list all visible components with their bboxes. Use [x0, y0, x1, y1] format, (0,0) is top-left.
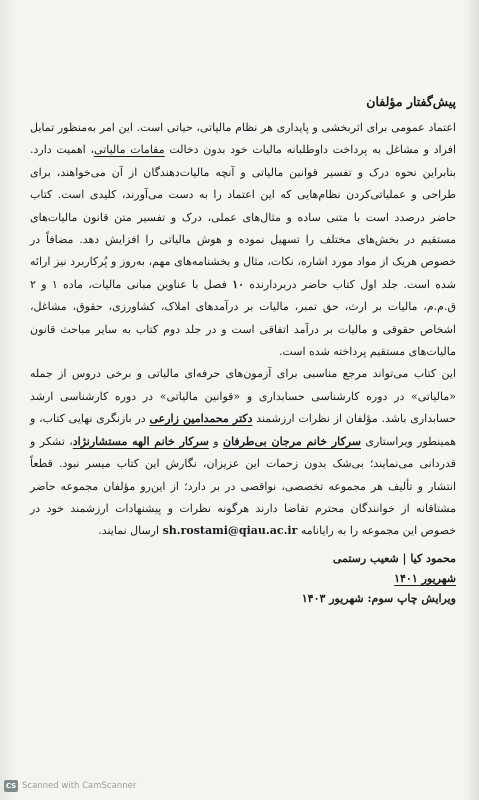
preface-content: [30, 94, 456, 609]
watermark-text: Scanned with CamScanner: [22, 781, 137, 791]
p2-text-b: در بازنگری نهایی کتاب، و همینطور ویراستاری: [30, 412, 456, 448]
p2-text-a: این کتاب می‌تواند مرجع مناسبی برای آزمون‌های حرفه‌ای مالیاتی و برخی دروس از جمله «مالیاتی» در دوره کارشناسی حسابداری و «قوانین مالیاتی» در دوره کارشناسی ارشد حسابداری باشد. مؤلفان از نظرات ارزشمند: [30, 367, 456, 426]
third-edition-date: ویرایش چاپ سوم: شهریور ۱۴۰۳: [301, 591, 456, 605]
contact-email: sh.rostami@qiau.ac.ir: [162, 524, 298, 538]
preface-heading: پیش‌گفتار مؤلفان: [366, 94, 456, 109]
p1-underlined-phrase: مقامات مالیاتی: [94, 143, 165, 157]
editor-name-1: سرکار خانم مرجان بی‌طرفان: [223, 434, 361, 448]
p1-text-b: ، اهمیت دارد. بنابراین نحوه درک و تفسیر قوانین مالیاتی و آنچه مالیات‌دهندگان از آن می‌خواهند، برای طراحی و عملیاتی‌کردن نظام‌هایی که این اعتماد را به دست می‌آورند، کلیدی است. کتاب حاضر درصدد است با متنی ساده و مثال‌های عملی، درک و تفسیر متن قانون مالیات‌های مستقیم در بخش‌های مختلف را تسهیل نموده و هوش مالیاتی را افزایش دهد. مضافاً در خصوص هریک از مواد مورد اشاره، نکات، مثال و بخشنامه‌های مهم، به‌روز و پُرکاربرد نیز ارائه شده است. جلد اول کتاب حاضر دربردارنده: [30, 143, 456, 291]
signature-block: [30, 549, 456, 609]
reviewer-name: دکتر محمدامین زارعی: [149, 412, 253, 426]
p2-text-d: ارسال نمایند.: [98, 524, 163, 538]
paragraph-2: [30, 363, 456, 542]
camscanner-watermark: [4, 778, 136, 794]
p1-text-c: فصل با عناوین مبانی مالیات، ماده ۱ و ۲ ق.م.م، مالیات بر ارث، حق تمبر، مالیات بر درآمدهای املاک، کشاورزی، حقوق، مشاغل، اشخاص حقوقی و مالیات بر درآمد اتفاقی است و در جلد دوم کتاب به سایر مباحث قانون مالیات‌های مستقیم پرداخته شده است.: [30, 277, 456, 359]
p2-conjunction: و: [208, 434, 223, 448]
p2-text-c: ، تشکر و قدردانی می‌نمایند؛ بی‌شک بدون زحمات این عزیزان، نگارش این کتاب میسر نبود. قطعاً انتشار و تألیف هر مجموعه تخصصی، نواقصی در بر دارد؛ از این‌رو مؤلفان مجموعه حاضر مشتاقانه از خوانندگان محترم تقاضا دارند هرگونه نظرات و پیشنهادات ارزشمند خود در خصوص این مجموعه را به رایانامه: [30, 434, 456, 538]
camscanner-logo-icon: CS: [5, 782, 17, 790]
p1-chapter-count: ۱۰: [232, 277, 245, 291]
p1-text-a: اعتماد عمومی برای اثربخشی و پایداری هر نظام مالیاتی، حیاتی است. این امر به‌منظور تمایل افراد و مشاغل به پرداخت داوطلبانه مالیات خود بدون دخالت: [30, 121, 456, 157]
signature-date: شهریور ۱۴۰۱: [394, 571, 456, 585]
paragraph-1: [30, 117, 456, 363]
editor-name-2: سرکار خانم الهه مستشارنژاد: [72, 434, 209, 448]
page-edge-shadow: [467, 0, 479, 800]
author-names: محمود کیا | شعیب رستمی: [332, 551, 456, 565]
